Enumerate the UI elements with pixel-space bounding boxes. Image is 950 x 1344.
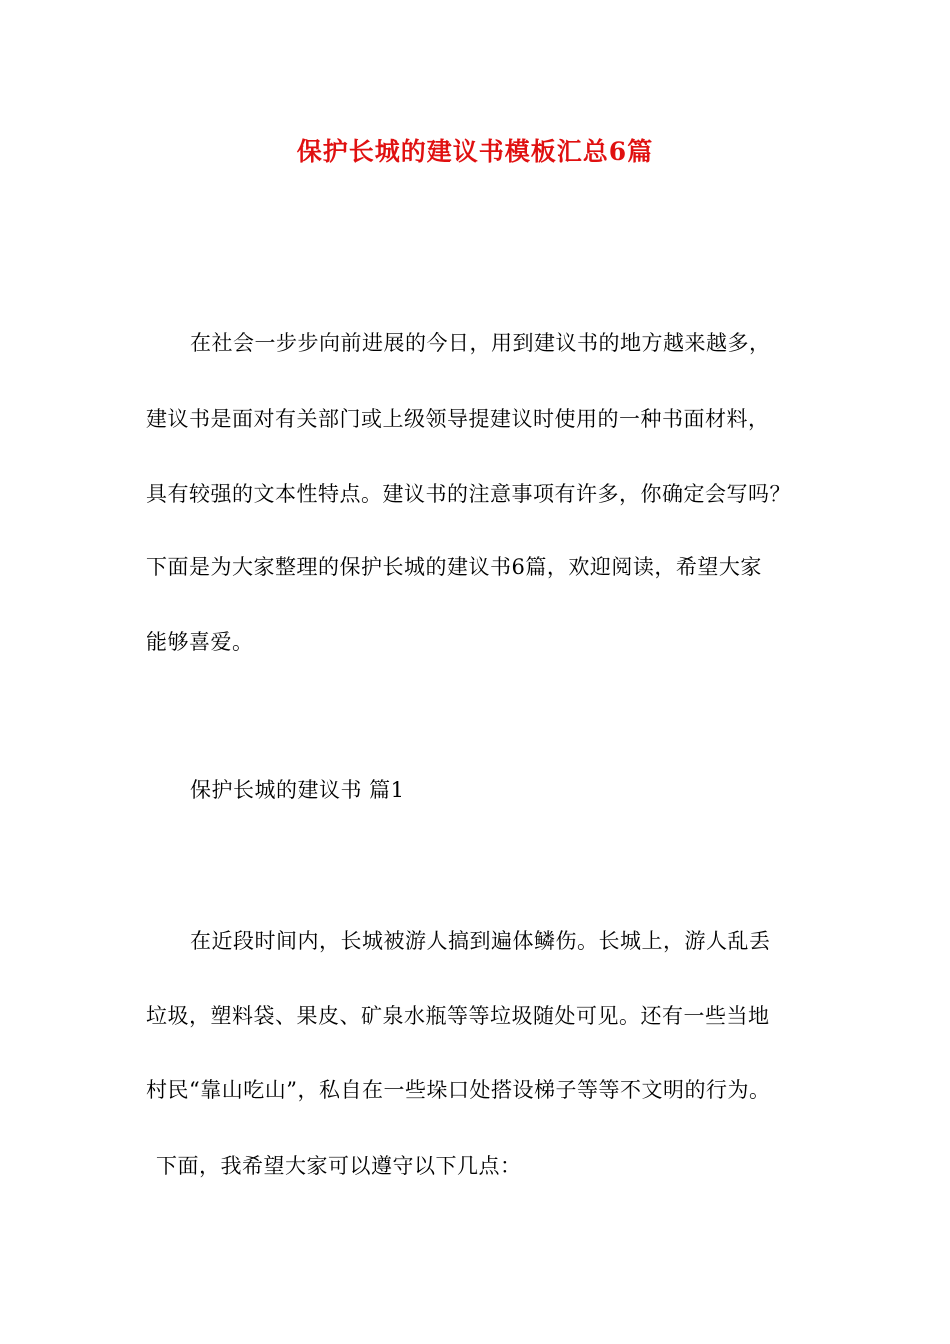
intro-line-3: 具有较强的文本性特点。建议书的注意事项有许多，你确定会写吗？	[146, 482, 791, 506]
body-line-2: 垃圾，塑料袋、果皮、矿泉水瓶等等垃圾随处可见。还有一些当地	[146, 1004, 770, 1028]
body-line-4: 下面，我希望大家可以遵守以下几点：	[156, 1154, 522, 1178]
body-line-1: 在近段时间内，长城被游人搞到遍体鳞伤。长城上，游人乱丢	[190, 929, 771, 953]
intro-line-4: 下面是为大家整理的保护长城的建议书6篇，欢迎阅读，希望大家	[146, 555, 762, 579]
intro-line-2: 建议书是面对有关部门或上级领导提建议时使用的一种书面材料，	[146, 407, 770, 431]
document-title: 保护长城的建议书模板汇总6篇	[296, 137, 654, 166]
section-heading: 保护长城的建议书 篇1	[190, 778, 405, 802]
intro-line-1: 在社会一步步向前进展的今日，用到建议书的地方越来越多，	[190, 331, 771, 355]
intro-line-5: 能够喜爱。	[146, 630, 254, 654]
body-line-3: 村民“靠山吃山”，私自在一些垛口处搭设梯子等等不文明的行为。	[146, 1078, 771, 1102]
